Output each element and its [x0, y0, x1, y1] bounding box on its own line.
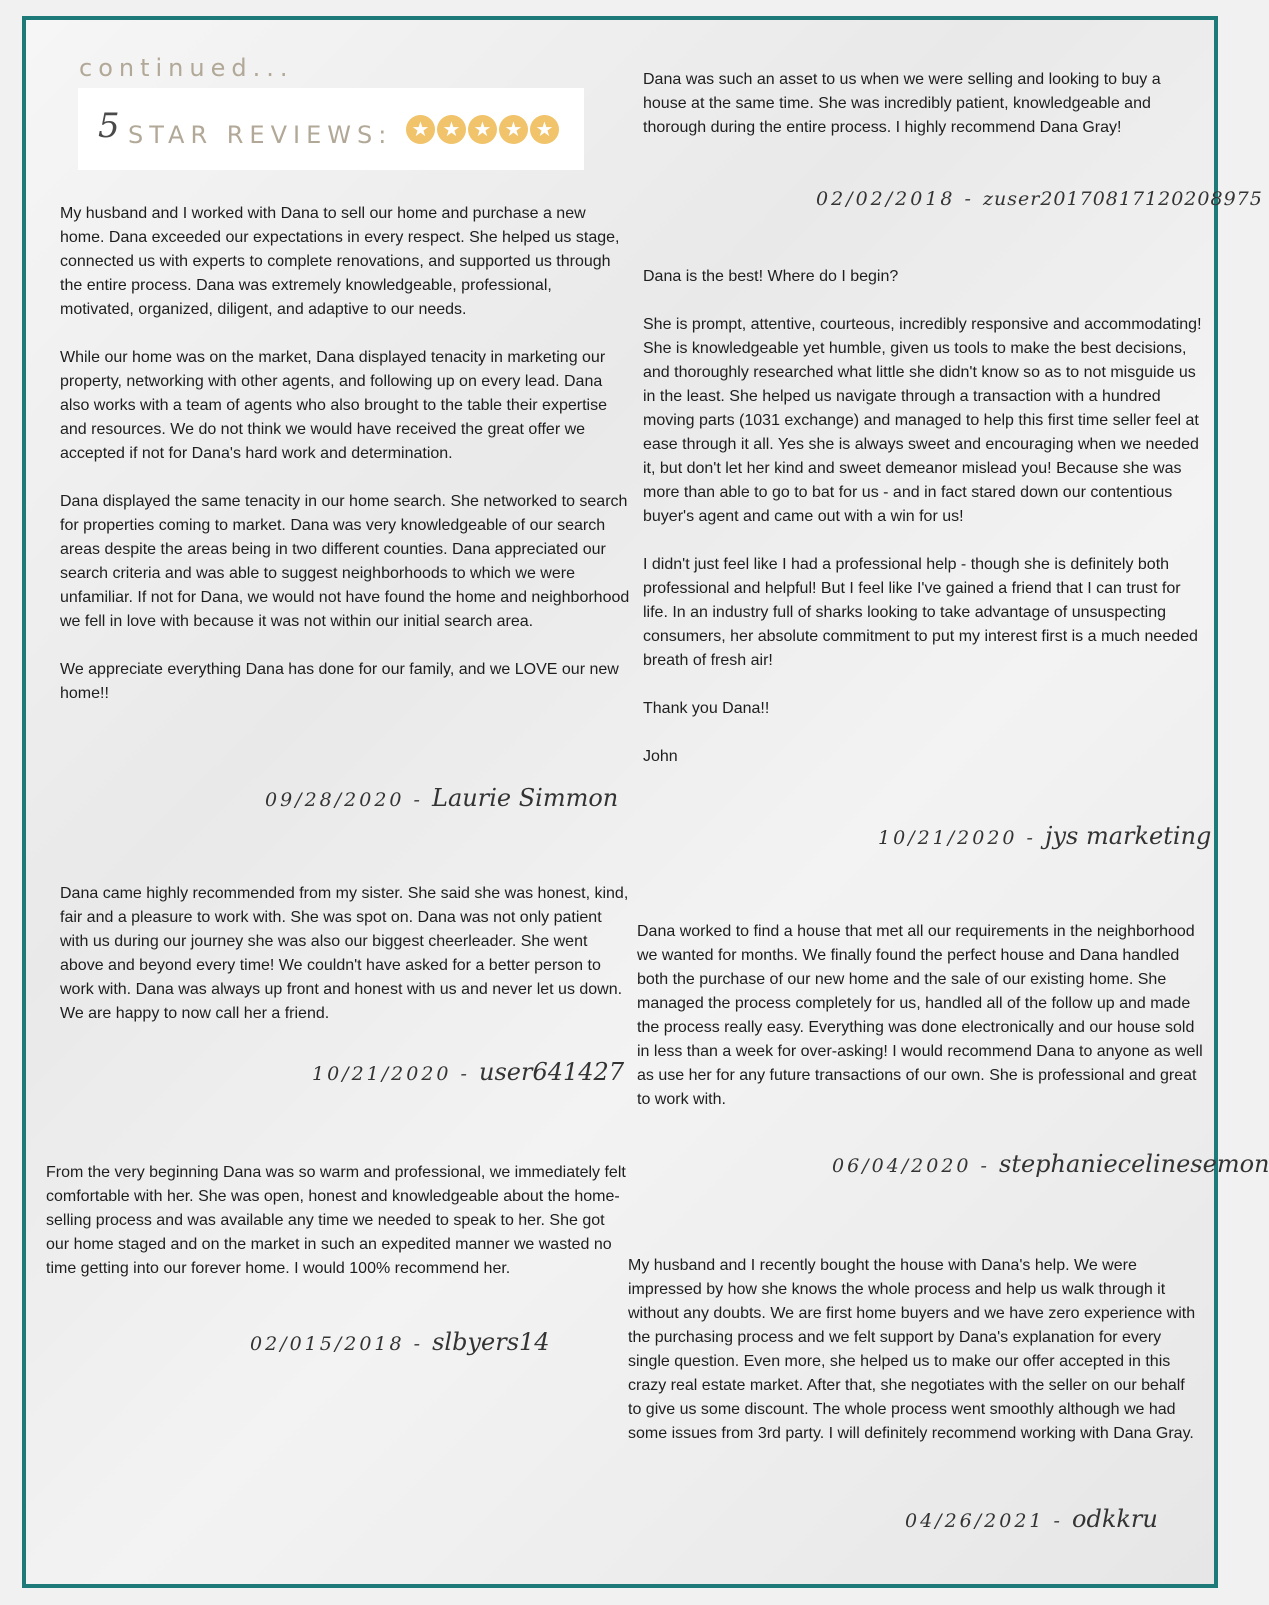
review-zuser: [643, 68, 1203, 140]
review-signature: 04/26/2021 - odkkru: [905, 1505, 1158, 1533]
review-stephanie: [637, 920, 1205, 1112]
review-laurie: [60, 202, 630, 706]
review-signature: 10/21/2020 - jys marketing: [878, 822, 1212, 850]
review-signature: 02/015/2018 - slbyers14: [250, 1328, 550, 1356]
star-icon: ★: [437, 115, 466, 144]
review-signature: 06/04/2020 - stephaniecelinesemon: [832, 1150, 1269, 1178]
star-icon: ★: [406, 115, 435, 144]
review-paragraph: Dana came highly recommended from my sister. She said she was honest, kind, fair and a pleasure to work with. She was spot on. Dana was not only patient with us during our journey she was also our biggest cheerleader. She went above and beyond every time! We couldn't have asked for a better person to work with. Dana was always up front and honest with us and never let us down. We are happy to now call her a friend.: [60, 885, 629, 1022]
review-author: zuser20170817120208975: [983, 188, 1263, 210]
review-signature: 10/21/2020 - user641427: [312, 1058, 625, 1086]
review-slbyers14: [46, 1161, 626, 1281]
review-author: user641427: [479, 1058, 625, 1086]
header-box: [78, 88, 584, 170]
review-paragraph: We appreciate everything Dana has done for our family, and we LOVE our new home!!: [60, 661, 619, 702]
star-icon: ★: [468, 115, 497, 144]
review-paragraph: John: [643, 748, 678, 765]
review-date: 09/28/2020: [265, 789, 405, 811]
review-signature: 09/28/2020 - Laurie Simmon: [265, 784, 619, 812]
review-paragraph: While our home was on the market, Dana displayed tenacity in marketing our property, networking with other agents, and following up on every lead. Dana also works with a team of agents who also brought to the table their expertise and resources. We do not think we would have received the great offer we accepted if not for Dana's hard work and determination.: [60, 349, 607, 462]
header-title: STAR REVIEWS:: [128, 121, 393, 149]
review-author: stephaniecelinesemon: [999, 1150, 1269, 1178]
review-odkkru: [628, 1254, 1198, 1446]
review-author: slbyers14: [432, 1328, 550, 1356]
review-date: 02/015/2018: [250, 1333, 405, 1355]
review-paragraph: Thank you Dana!!: [643, 700, 770, 717]
review-paragraph: Dana displayed the same tenacity in our home search. She networked to search for properties coming to market. Dana was very knowledgeable of our search areas despite the areas being in two different counties. Dana appreciated our search criteria and was able to suggest neighborhoods to which we were unfamiliar. If not for Dana, we would not have found the home and neighborhood we fell in love with because it was not within our initial search area.: [60, 493, 630, 630]
review-paragraph: Dana was such an asset to us when we were selling and looking to buy a house at the same time. She was incredibly patient, knowledgeable and thorough during the entire process. I highly recommend Dana Gray!: [643, 71, 1161, 136]
review-user641427: [60, 882, 630, 1026]
review-author: odkkru: [1072, 1505, 1158, 1533]
review-paragraph: Dana worked to find a house that met all our requirements in the neighborhood we wanted for months. We finally found the perfect house and Dana handled both the purchase of our new home and the sale of our existing home. She managed the process completely for us, handled all of the follow up and made the process really easy. Everything was done electronically and our house sold in less than a week for over-asking! I would recommend Dana to anyone as well as use her for any future transactions of our own. She is professional and great to work with.: [637, 923, 1203, 1108]
review-date: 10/21/2020: [878, 827, 1018, 849]
review-paragraph: Dana is the best! Where do I begin?: [643, 268, 899, 285]
review-date: 02/02/2018: [816, 188, 956, 210]
review-paragraph: My husband and I recently bought the house with Dana's help. We were impressed by how she knows the whole process and help us walk through it without any doubts. We are first home buyers and we have zero experience with the purchasing process and we felt support by Dana's explanation for every single question. Even more, she helped us to make our offer accepted in this crazy real estate market. After that, she negotiates with the seller on our behalf to give us some discount. The whole process went smoothly although we had some issues from 3rd party. I will definitely recommend working with Dana Gray.: [628, 1257, 1196, 1442]
review-paragraph: My husband and I worked with Dana to sell our home and purchase a new home. Dana exceeded our expectations in every respect. She helped us stage, connected us with experts to complete renovations, and supported us through the entire process. Dana was extremely knowledgeable, professional, motivated, organized, diligent, and adaptive to our needs.: [60, 205, 620, 318]
review-author: Laurie Simmon: [432, 784, 619, 812]
review-jys: [643, 265, 1203, 769]
star-icon: ★: [530, 115, 559, 144]
review-paragraph: I didn't just feel like I had a professional help - though she is definitely both professional and helpful! But I feel like I've gained a friend that I can trust for life. In an industry full of sharks looking to take advantage of unsuspecting consumers, her absolute commitment to put my interest first is a much needed breath of fresh air!: [643, 556, 1198, 669]
review-paragraph: She is prompt, attentive, courteous, incredibly responsive and accommodating! She is knowledgeable yet humble, given us tools to make the best decisions, and thoroughly researched what little she didn't know so as to not misguide us in the least. She helped us navigate through a transaction with a hundred moving parts (1031 exchange) and managed to help this first time seller feel at ease through it all. Yes she is always sweet and encouraging when we needed it, but don't let her kind and sweet demeanor mislead you! Because she was more than able to go to bat for us - and in fact stared down our contentious buyer's agent and came out with a win for us!: [643, 316, 1202, 525]
review-date: 04/26/2021: [905, 1510, 1045, 1532]
review-paragraph: From the very beginning Dana was so warm and professional, we immediately felt comfortable with her. She was open, honest and knowledgeable about the home-selling process and was available any time we needed to speak to her. She got our home staged and on the market in such an expedited manner we wasted no time getting into our forever home. I would 100% recommend her.: [46, 1164, 626, 1277]
continued-label: continued...: [79, 54, 294, 82]
header-number: 5: [98, 106, 120, 146]
review-author: jys marketing: [1045, 822, 1212, 850]
review-signature: 02/02/2018 - zuser20170817120208975: [816, 188, 1263, 210]
review-date: 10/21/2020: [312, 1063, 452, 1085]
star-icon: ★: [499, 115, 528, 144]
star-rating: [406, 115, 559, 147]
review-date: 06/04/2020: [832, 1155, 972, 1177]
